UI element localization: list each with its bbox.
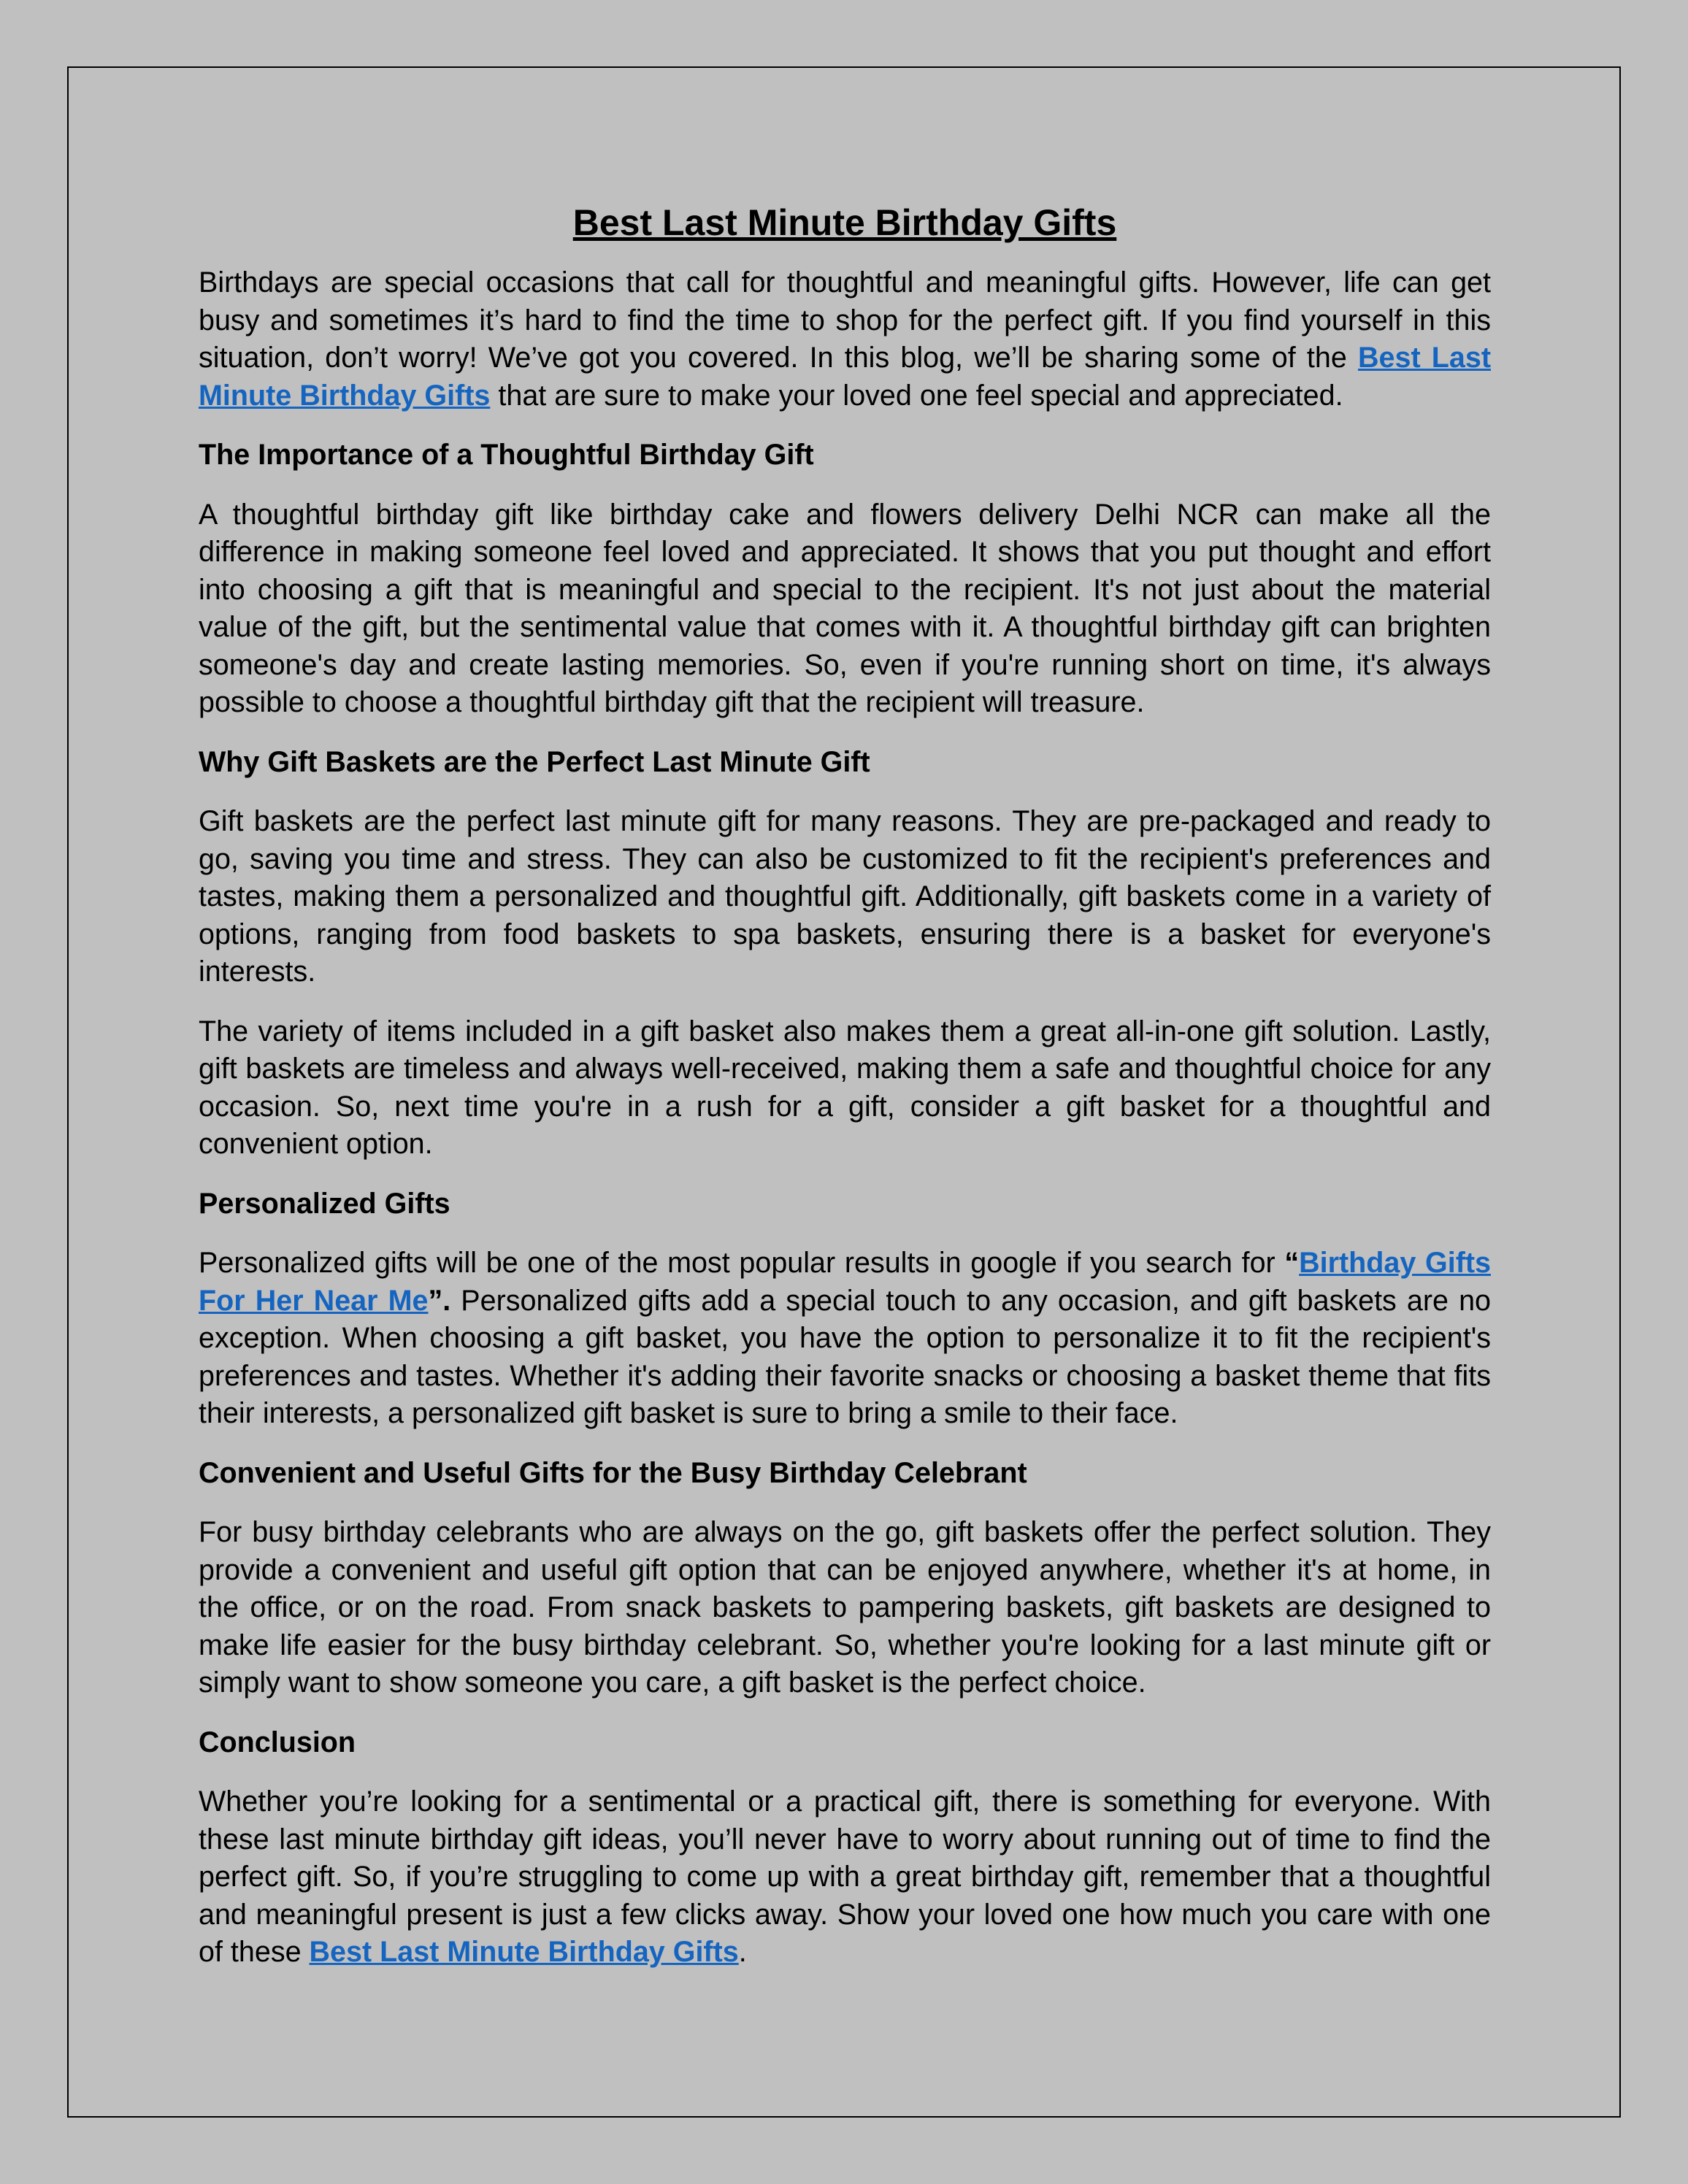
baskets-paragraph-1: Gift baskets are the perfect last minute gift for many reasons. They are pre-packaged and ready to go, saving you time and stress. They can also be customized to fit the recipient's preferences and tastes, making them a personalized and thoughtful gift. Additionally, gift baskets come in a variety of options, ranging from food baskets to spa baskets, ensuring there is a basket for everyone's interests. — [199, 805, 1491, 988]
personalized-heading: Personalized Gifts — [199, 1187, 450, 1220]
open-quote: “ — [1284, 1247, 1300, 1279]
best-gifts-link[interactable]: Best Last Minute Birthday Gifts — [199, 342, 1491, 412]
personalized-text-after: Personalized gifts add a special touch to any occasion, and gift baskets are no exception. When choosing a gift basket, you have the option to personalize it to fit the recipient's preferences and tastes. Whether it's adding their favorite snacks or choosing a basket theme that fits their interests, a personalized gift basket is sure to bring a smile to their face. — [199, 1284, 1492, 1429]
baskets-heading: Why Gift Baskets are the Perfect Last Minute Gift — [199, 745, 870, 778]
convenient-paragraph: For busy birthday celebrants who are always on the go, gift baskets offer the perfect solution. They provide a convenient and useful gift option that can be enjoyed anywhere, whether it's at home, in the office, or on the road. From snack baskets to pampering baskets, gift baskets are designed to make life easier for the busy birthday celebrant. So, whether you're looking for a last minute gift or simply want to show someone you care, a gift basket is the perfect choice. — [199, 1516, 1491, 1699]
conclusion-paragraph — [199, 1783, 1491, 1972]
document-content — [199, 191, 1491, 1993]
intro-paragraph — [199, 264, 1491, 415]
conclusion-text-after: . — [738, 1936, 747, 1968]
importance-heading: The Importance of a Thoughtful Birthday Gift — [199, 439, 814, 471]
personalized-paragraph — [199, 1245, 1491, 1433]
importance-paragraph: A thoughtful birthday gift like birthday cake and flowers delivery Delhi NCR can make all the difference in making someone feel loved and appreciated. It shows that you put thought and effort into choosing a gift that is meaningful and special to the recipient. It's not just about the material value of the gift, but the sentimental value that comes with it. A thoughtful birthday gift can brighten someone's day and create lasting memories. So, even if you're running short on time, it's always possible to choose a thoughtful birthday gift that the recipient will treasure. — [199, 498, 1491, 718]
convenient-heading: Convenient and Useful Gifts for the Busy Birthday Celebrant — [199, 1456, 1027, 1489]
baskets-paragraph-2: The variety of items included in a gift basket also makes them a great all-in-one gift solution. Lastly, gift baskets are timeless and always well-received, making them a safe and thoughtful choice for any occasion. So, next time you're in a rush for a gift, consider a gift basket for a thoughtful and convenient option. — [199, 1015, 1491, 1160]
close-quote: ”. — [428, 1284, 451, 1317]
page-title: Best Last Minute Birthday Gifts — [572, 202, 1117, 243]
intro-text-before: Birthdays are special occasions that call for thoughtful and meaningful gifts. However, life can get busy and sometimes it’s hard to find the time to shop for the perfect gift. If you find yourself in this situation, don’t worry! We’ve got you covered. In this blog, we’ll be sharing some of the — [199, 266, 1491, 374]
conclusion-heading: Conclusion — [199, 1726, 356, 1758]
personalized-text-before: Personalized gifts will be one of the most popular results in google if you search for — [199, 1247, 1285, 1279]
best-gifts-conclusion-link[interactable]: Best Last Minute Birthday Gifts — [309, 1936, 739, 1968]
intro-text-after: that are sure to make your loved one feel special and appreciated. — [490, 379, 1343, 412]
birthday-gifts-for-her-link[interactable]: Birthday Gifts For Her Near Me — [199, 1247, 1491, 1317]
conclusion-text-before: Whether you’re looking for a sentimental or a practical gift, there is something for everyone. With these last minute birthday gift ideas, you’ll never have to worry about running out of time to find the perfect gift. So, if you’re struggling to come up with a great birthday gift, remember that a thoughtful and meaningful present is just a few clicks away. Show your loved one how much you care with one of these — [199, 1785, 1491, 1968]
